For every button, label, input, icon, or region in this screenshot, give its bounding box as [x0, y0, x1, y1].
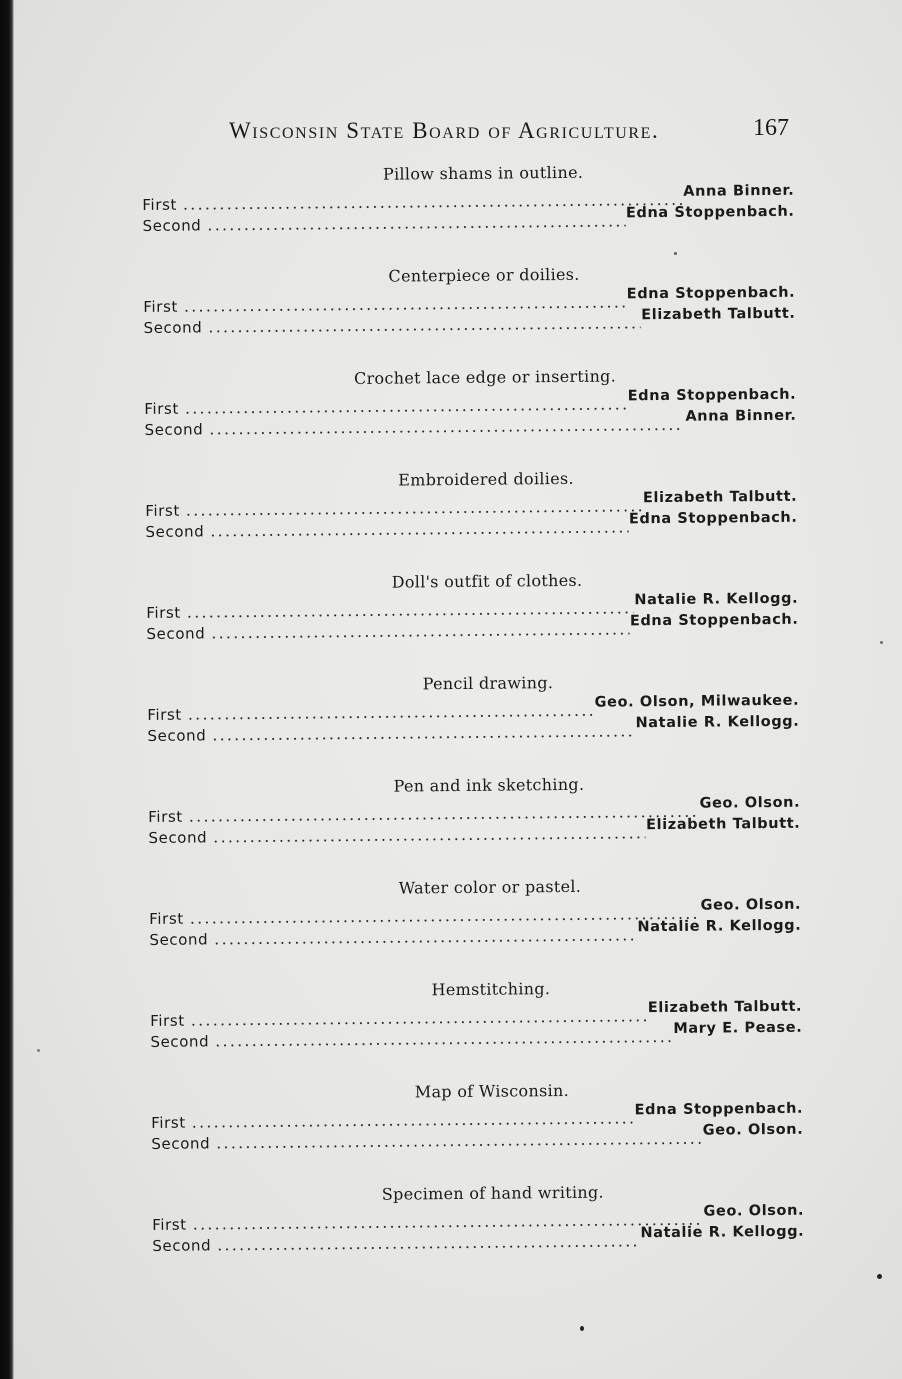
ink-speck: [674, 252, 677, 255]
section-title: Specimen of hand writing.: [381, 1182, 604, 1204]
place-label: First: [152, 1215, 187, 1234]
dot-leader: [183, 187, 683, 217]
winner-name: Geo. Olson.: [699, 794, 801, 812]
winner-name: Geo. Olson.: [703, 1202, 805, 1220]
section-title: Embroidered doilies.: [398, 468, 574, 490]
ink-speck: [877, 1274, 882, 1279]
award-section: [143, 262, 796, 370]
winner-name: Edna Stoppenbach.: [625, 203, 795, 222]
winner-name: Elizabeth Talbutt.: [642, 488, 798, 507]
award-section: [149, 874, 802, 982]
place-label: First: [142, 195, 178, 214]
winner-name: Natalie R. Kellogg.: [637, 917, 802, 936]
running-head: Wisconsin State Board of Agriculture.: [229, 118, 660, 143]
place-label: First: [148, 807, 183, 826]
winner-name: Anna Binner.: [685, 407, 797, 425]
winner-name: Mary E. Pease.: [673, 1019, 803, 1037]
winner-name: Geo. Olson, Milwaukee.: [594, 692, 800, 711]
award-list: [142, 160, 805, 1288]
place-label: Second: [142, 216, 202, 235]
ink-speck: [37, 1049, 40, 1052]
winner-name: Geo. Olson.: [702, 1121, 804, 1139]
book-spine-shadow: [0, 0, 14, 1379]
winner-name: Edna Stoppenbach.: [634, 1100, 804, 1119]
winner-name: Elizabeth Talbutt.: [647, 998, 803, 1017]
place-label: First: [149, 909, 184, 928]
place-label: First: [143, 297, 179, 316]
place-label: Second: [144, 420, 204, 439]
place-label: Second: [152, 1236, 212, 1255]
winner-name: Natalie R. Kellogg.: [640, 1223, 805, 1242]
winner-name: Edna Stoppenbach.: [628, 509, 798, 528]
page-number: 167: [753, 115, 789, 141]
award-section: [144, 364, 797, 472]
award-section: [148, 772, 801, 880]
ink-speck: [580, 1326, 584, 1331]
winner-name: Edna Stoppenbach.: [629, 611, 799, 630]
winner-name: Anna Binner.: [683, 182, 795, 200]
dot-leader: [186, 493, 642, 522]
place-label: First: [146, 603, 181, 622]
section-title: Pen and ink sketching.: [393, 774, 585, 796]
dot-leader: [192, 1105, 634, 1134]
section-title: Map of Wisconsin.: [414, 1080, 570, 1102]
dot-leader: [190, 901, 700, 931]
dot-leader: [185, 391, 627, 420]
section-title: Water color or pastel.: [398, 876, 582, 898]
section-title: Pillow shams in outline.: [382, 162, 584, 184]
place-label: Second: [151, 1134, 211, 1153]
dot-leader: [193, 1207, 703, 1237]
winner-name: Edna Stoppenbach.: [627, 386, 797, 405]
dot-leader: [188, 698, 594, 727]
award-section: [145, 466, 798, 574]
place-label: Second: [149, 930, 209, 949]
dot-leader: [187, 595, 634, 624]
winner-name: Edna Stoppenbach.: [626, 284, 796, 303]
place-label: Second: [150, 1032, 210, 1051]
dot-leader: [191, 1003, 647, 1032]
award-section: [142, 160, 795, 268]
place-label: Second: [146, 624, 206, 643]
winner-name: Elizabeth Talbutt.: [646, 815, 801, 834]
award-section: [150, 976, 803, 1084]
place-label: First: [151, 1113, 186, 1132]
dot-leader: [184, 289, 626, 318]
page-header: [229, 115, 789, 152]
award-section: [152, 1180, 805, 1288]
section-title: Hemstitching.: [431, 979, 551, 1000]
place-label: Second: [143, 318, 203, 337]
winner-name: Natalie R. Kellogg.: [634, 590, 799, 609]
dot-leader: [189, 799, 699, 829]
place-label: Second: [145, 522, 205, 541]
section-title: Centerpiece or doilies.: [388, 264, 580, 286]
place-label: First: [150, 1011, 185, 1030]
place-label: First: [145, 501, 180, 520]
book-page: [14, 0, 902, 1379]
section-title: Pencil drawing.: [422, 673, 554, 694]
place-label: Second: [147, 726, 207, 745]
ink-speck: [880, 641, 883, 644]
place-label: First: [144, 399, 179, 418]
award-section: [147, 670, 800, 778]
winner-name: Natalie R. Kellogg.: [635, 713, 800, 732]
place-label: First: [147, 705, 182, 724]
winner-name: Elizabeth Talbutt.: [641, 305, 796, 324]
winner-name: Geo. Olson.: [700, 896, 802, 914]
award-section: [146, 568, 799, 676]
section-title: Crochet lace edge or inserting.: [353, 366, 617, 388]
award-section: [151, 1078, 804, 1186]
place-label: Second: [148, 828, 208, 847]
section-title: Doll's outfit of clothes.: [391, 570, 583, 592]
